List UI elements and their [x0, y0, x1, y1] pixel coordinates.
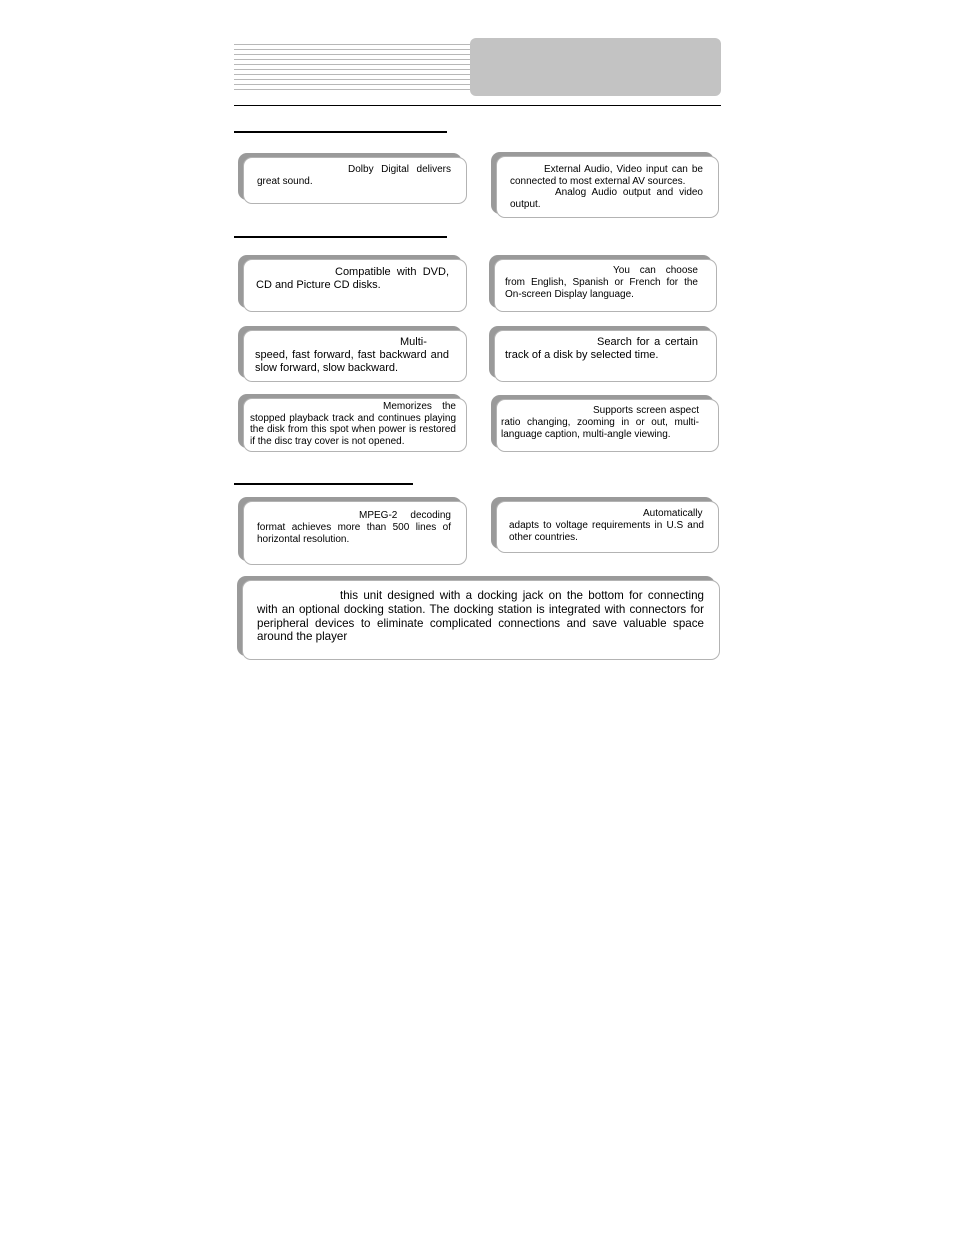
feature-text-voltage: Automatically adapts to voltage requirements in U.S and other countries. [509, 508, 704, 543]
feature-box-osd [494, 259, 717, 312]
feature-text-docking: this unit designed with a docking jack on the bottom for connecting with an optional docking station. The docking station is integrated with connectors for peripheral devices to eliminate complicated connections and save valuable space around the player [257, 589, 704, 644]
header-lines [234, 44, 470, 90]
feature-text-speed: Multi-speed, fast forward, fast backward and slow forward, slow backward. [255, 336, 449, 375]
header-tab [470, 38, 721, 96]
feature-text-search: Search for a certain track of a disk by selected time. [505, 336, 698, 362]
section-rule-2 [234, 236, 447, 238]
feature-text-av: External Audio, Video input can be connected to most external AV sources. [510, 164, 703, 187]
feature-text-osd: You can choose from English, Spanish or French for the On-screen Display language. [505, 265, 698, 300]
feature-text-memory: Memorizes the stopped playback track and continues playing the disk from this spot when power is restored if the disc tray cover is not opened. [250, 401, 456, 448]
feature-text-av-2: Analog Audio output and video output. [510, 187, 703, 210]
header-rule [234, 105, 721, 106]
feature-box-av [496, 156, 719, 218]
feature-box-search [494, 330, 717, 382]
section-rule-1 [234, 131, 447, 133]
feature-box-memory [243, 398, 467, 452]
feature-box-compat [243, 259, 467, 312]
feature-box-voltage [496, 501, 719, 553]
feature-text-mpeg: MPEG-2 decoding format achieves more than 500 lines of horizontal resolution. [257, 510, 451, 545]
feature-box-docking [242, 580, 720, 660]
feature-text-dolby: Dolby Digital delivers great sound. [257, 164, 451, 187]
section-rule-3 [234, 483, 413, 485]
feature-box-mpeg [243, 501, 467, 565]
feature-box-speed [243, 330, 467, 382]
feature-text-compat: Compatible with DVD, CD and Picture CD disks. [256, 266, 449, 292]
feature-text-aspect: Supports screen aspect ratio changing, zooming in or out, multi-language caption, multi-angle viewing. [501, 405, 699, 440]
feature-box-dolby [243, 157, 467, 204]
feature-box-aspect [496, 399, 719, 452]
